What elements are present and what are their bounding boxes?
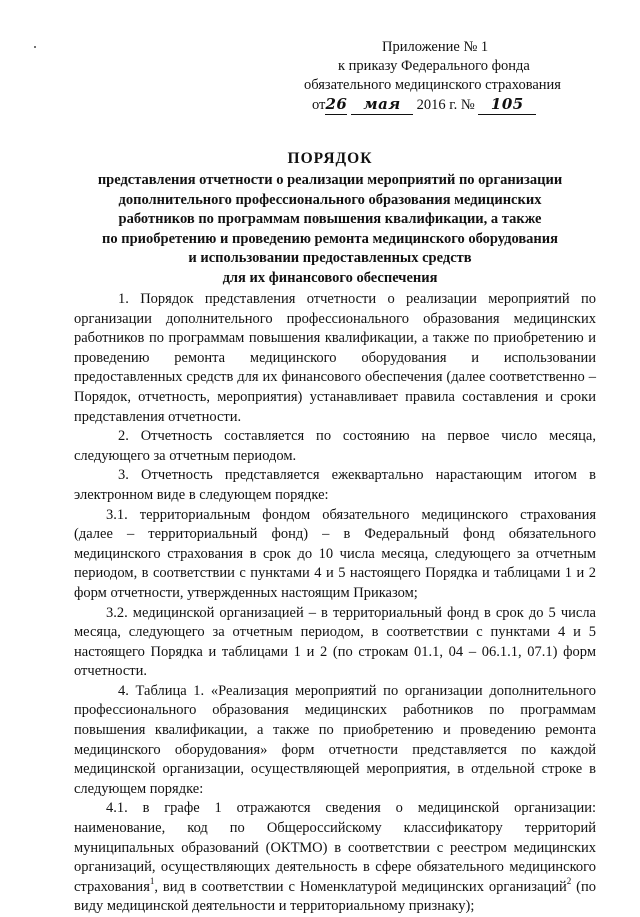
subtitle-line: для их финансового обеспечения [222,269,438,286]
paragraph-4-1 [74,799,596,917]
paragraph-4-1-text: (по виду медицинской деятельности и территориальному признаку); [74,878,596,915]
handwritten-day: 26 [325,95,348,113]
paragraph-2: 2. Отчетность составляется по состоянию на первое число месяца, следующего за отчетным периодом. [74,428,596,464]
footnote-ref-2: 2 [566,875,572,886]
handwritten-order-number: 105 [478,95,536,115]
paragraph-3-2: 3.2. медицинской организацией – в территориальный фонд в срок до 5 числа месяца, следующего за отчетным периодом, в соответствии с пунктами 4 и 5 настоящего Порядка и таблицами 1 и 2 (по строкам 01.1, 04 – 06.1.1, 07.1) форм отчетности. [74,604,596,680]
subtitle-line: по приобретению и проведению ремонта медицинского оборудования [102,230,558,247]
title-subtitle [60,171,600,289]
subtitle-line: представления отчетности о реализации мероприятий по организации [97,172,563,188]
annex-date-number [302,95,587,115]
title-heading: ПОРЯДОК [287,150,373,167]
subtitle-line: и использовании предоставленных средств [188,250,472,267]
document-title [60,149,600,169]
paragraph-3-1: 3.1. территориальным фондом обязательного медицинского страхования (далее – территориальный фонд) – в Федеральный фонд обязательного медицинского страхования в срок до 10 числа месяца, следующего за отчетным периодом, в соответствии с пунктами 4 и 5 настоящего Порядка и таблицами 1 и 2 форм отчетности, утвержденных настоящим Приказом; [74,506,596,601]
date-prefix: от [312,97,326,113]
annex-title: Приложение № 1 [382,39,489,55]
annex-fund-name: обязательного медицинского страхования [304,77,561,93]
paragraph-4-1-text: 4.1. в графе 1 отражаются сведения о медицинской организации: наименование, код по Общероссийскому классификатору территорий муниципальных образований (ОКТМО) в соответствии с реестром медицинских организаций, осуществляющих деятельность в сфере обязательного медицинского страхования [74,800,596,895]
handwritten-month: мая [351,95,413,115]
subtitle-line: работников по программам повышения квалификации, а также [118,211,542,228]
subtitle-line: дополнительного профессионального образования медицинских [118,191,542,208]
paragraph-4: 4. Таблица 1. «Реализация мероприятий по организации дополнительного профессионального образования медицинских работников по программам повышения квалификации, а также по приобретению и проведению ремонта медицинского оборудования» форм отчетности представляется по каждой медицинской организации, осуществляющей мероприятия, в отдельной строке в следующем порядке: [74,682,596,797]
annex-order-ref: к приказу Федерального фонда [338,58,530,74]
year-and-number-label: 2016 г. № [416,97,475,113]
paragraph-3: 3. Отчетность представляется ежеквартально нарастающим итогом в электронном виде в следующем порядке: [74,467,596,503]
paragraph-4-1-text: , вид в соответствии с Номенклатурой медицинских организаций [154,878,567,895]
annex-header [302,38,587,115]
scan-speck [34,46,36,48]
footnote-ref-1: 1 [149,875,155,886]
document-body [74,290,596,917]
paragraph-1: 1. Порядок представления отчетности о реализации мероприятий по организации дополнительного профессионального образования медицинских работников по программам повышения квалификации, а также по приобретению и проведению ремонта медицинского оборудования и использовании предоставленных средств для их финансового обеспечения (далее соответственно – Порядок, отчетность, мероприятия) устанавливает правила составления и сроки представления отчетности. [74,291,596,425]
